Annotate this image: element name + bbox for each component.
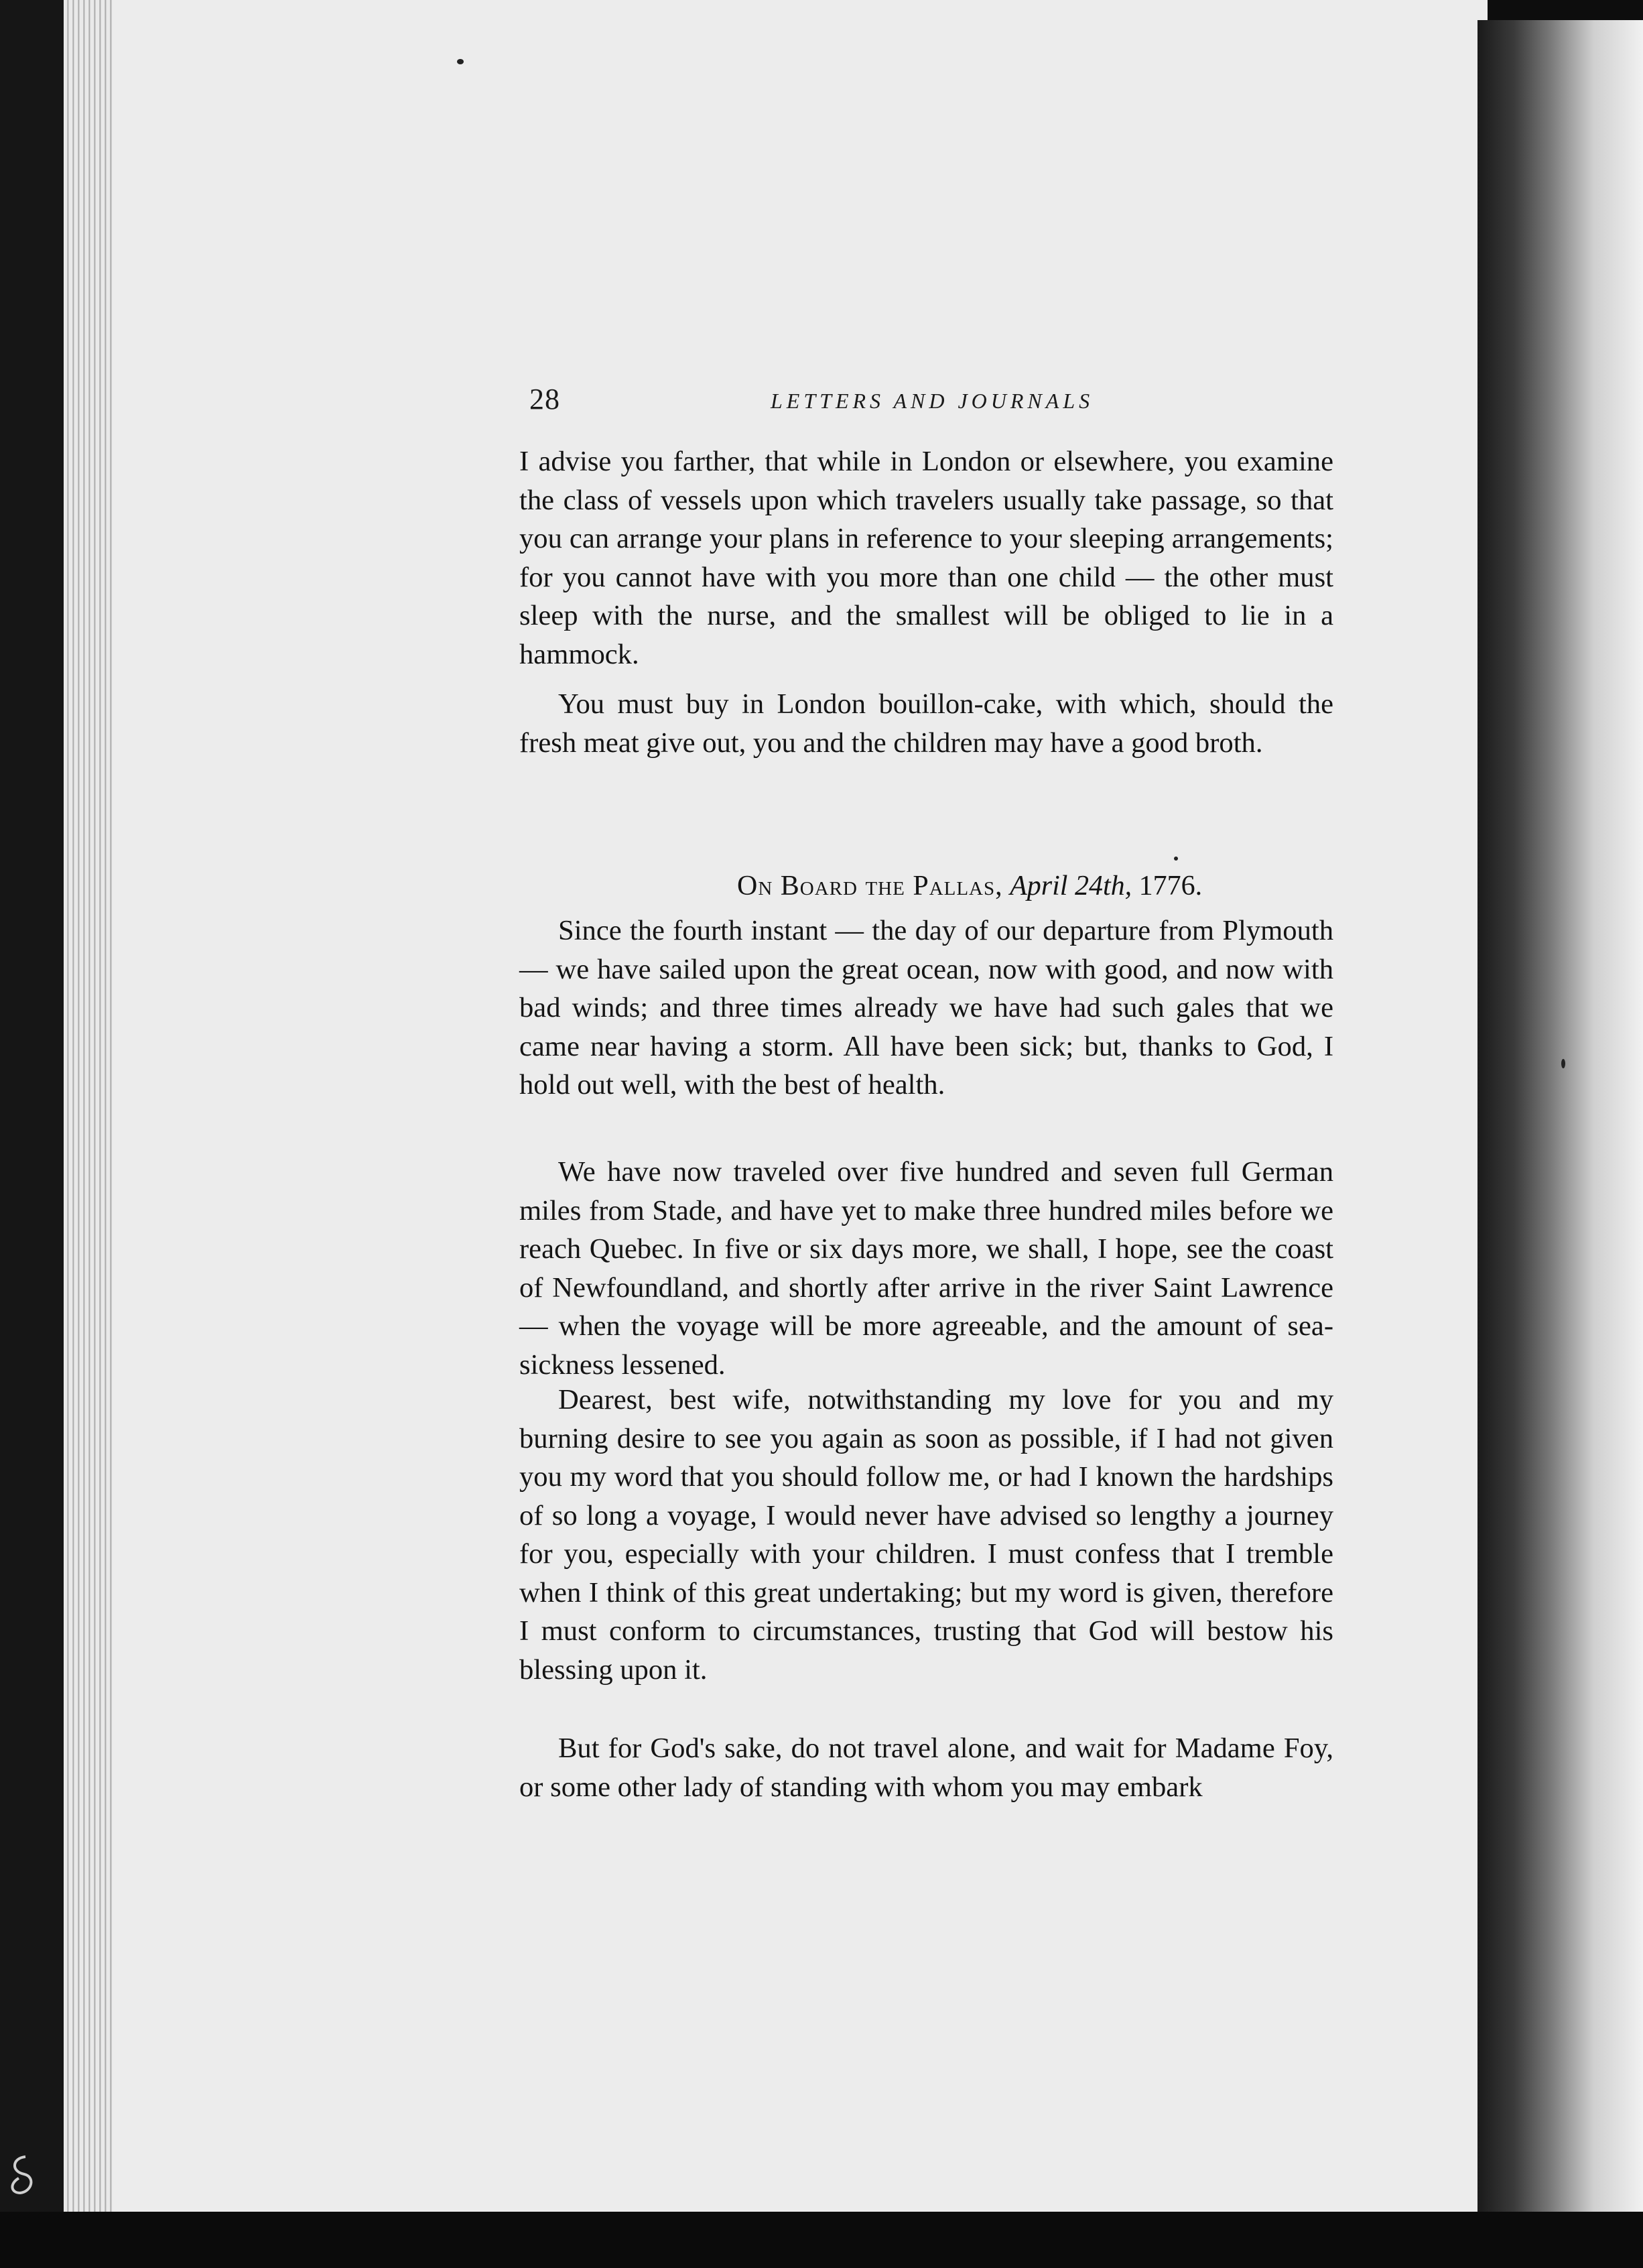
page-number: 28 bbox=[529, 383, 560, 416]
page-curl-shadow bbox=[1477, 20, 1643, 2212]
paragraph: We have now traveled over five hundred and seven full German miles from Stade, and have yet to make three hundred miles before we reach Quebec. In five or six days more, we shall, I hope, see the coast of Newfoundland, and shortly after arrive in the river Saint Lawrence — when the voyage will be more agreeable, and the amount of sea-sickness lessened. bbox=[519, 1156, 1333, 1381]
margin-scribble bbox=[5, 2151, 42, 2198]
book-page bbox=[113, 0, 1488, 2212]
paragraph: Since the fourth instant — the day of our departure from Plymouth — we have sailed upon the great ocean, now with good, and now with bad winds; and three times already we have had such gales that we came near having a storm. All have been sick; but, thanks to God, I hold out well, with the best of health. bbox=[519, 915, 1333, 1100]
ink-speck bbox=[1561, 1059, 1565, 1068]
letter-heading-date: April 24th, bbox=[1010, 871, 1132, 901]
paragraph: You must buy in London bouillon-cake, with which, should the fresh meat give out, you and the children may have a good broth. bbox=[519, 688, 1333, 759]
paragraph: Dearest, best wife, notwithstanding my love for you and my burning desire to see you again as soon as possible, if I had not given you my word that you should follow me, or had I known the hardships of so long a voyage, I would never have advised so lengthy a journey for you, especially with your children. I must confess that I tremble when I think of this great undertaking; but my word is given, therefore I must conform to circumstances, trusting that God will bestow his blessing upon it. bbox=[519, 1384, 1333, 1686]
paragraph: But for God's sake, do not travel alone, and wait for Madame Foy, or some other lady of standing with whom you may embark bbox=[519, 1732, 1333, 1803]
scan-background-bottom bbox=[0, 2212, 1643, 2268]
letter-heading-place: On Board the Pallas, bbox=[737, 871, 1003, 901]
page-stack-edges bbox=[64, 0, 114, 2212]
running-title: LETTERS AND JOURNALS bbox=[771, 389, 1094, 413]
ink-speck bbox=[1174, 857, 1178, 861]
ink-speck bbox=[457, 59, 464, 64]
letter-heading-year: 1776. bbox=[1138, 871, 1203, 901]
letter-heading bbox=[737, 870, 1202, 902]
scan-background-left bbox=[0, 0, 64, 2212]
paragraph: I advise you farther, that while in London or elsewhere, you examine the class of vessels upon which travelers usually take passage, so that you can arrange your plans in reference to your sleeping arrangements; for you cannot have with you more than one child — the other must sleep with the nurse, and the smallest will be obliged to lie in a hammock. bbox=[519, 446, 1333, 670]
